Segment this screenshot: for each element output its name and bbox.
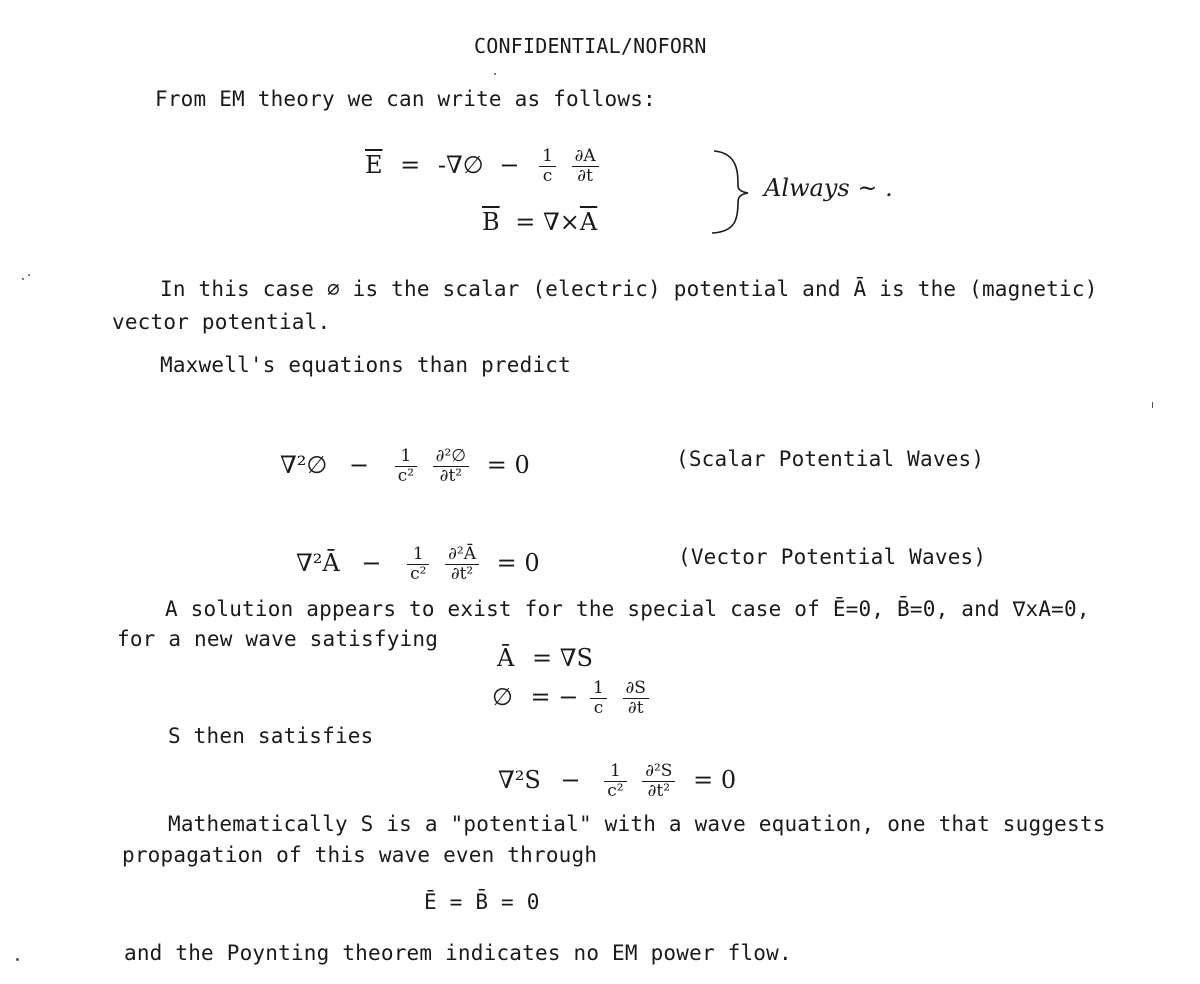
eq-a-rhs: = ∇S — [531, 644, 593, 672]
eq-phi-frac-num: 1 — [590, 680, 607, 699]
eq1-lhs: $\overline{E}$ — [365, 151, 383, 179]
classification-header: CONFIDENTIAL/NOFORN — [474, 34, 707, 58]
eq-phi-rhs: = − — [530, 683, 579, 711]
eq-s-deriv-num: ∂²S — [642, 763, 675, 782]
eq-phi-deriv-den: ∂t — [627, 698, 644, 718]
eq1-deriv-den: ∂t — [577, 166, 593, 186]
eq-s-frac-den: c² — [607, 781, 624, 801]
eq1-derivative — [572, 148, 599, 185]
equation-e-equals-b-zero: Ē = B̄ = 0 — [424, 890, 540, 914]
wave1-frac-num: 1 — [395, 448, 417, 467]
wave1-deriv-num: ∂²∅ — [433, 448, 469, 467]
equation-vector-wave — [296, 546, 540, 583]
wave1-fraction — [395, 448, 417, 485]
eq1-frac-num: 1 — [539, 148, 556, 167]
wave2-lhs: ∇²Ā — [296, 549, 340, 577]
equation-b-field — [482, 208, 597, 236]
wave2-deriv-num: ∂²Ā — [445, 546, 479, 565]
wave1-deriv-den: ∂t² — [439, 466, 463, 486]
scan-speck — [1152, 402, 1153, 408]
eq-a-lhs: Ā — [497, 644, 515, 672]
eq1-frac-den: c — [542, 166, 553, 186]
equation-s-wave — [498, 763, 736, 800]
curly-brace-icon — [708, 148, 758, 236]
wave1-frac-den: c² — [397, 466, 415, 486]
intro-text: From EM theory we can write as follows: — [155, 87, 656, 111]
paragraph-4: S then satisfies — [168, 724, 374, 748]
eq-s-minus: − — [560, 766, 581, 794]
scan-speck — [22, 278, 24, 280]
eq1-fraction — [539, 148, 556, 185]
equation-a-grad-s — [497, 644, 593, 672]
equation-phi — [492, 680, 653, 717]
equation-scalar-wave — [280, 448, 530, 485]
paragraph-5-line-1: Mathematically S is a "potential" with a wave equation, one that suggests — [168, 812, 1106, 836]
eq1-equals: = — [400, 151, 421, 179]
paragraph-1-line-1: In this case ∅ is the scalar (electric) potential and Ā is the (magnetic) — [160, 277, 1098, 301]
paragraph-3-line-2: for a new wave satisfying — [117, 627, 439, 651]
eq-s-deriv-den: ∂t² — [647, 781, 671, 801]
scan-speck — [494, 73, 496, 75]
eq1-deriv-num: ∂A — [572, 148, 599, 167]
scan-speck — [28, 274, 30, 276]
vector-wave-label: (Vector Potential Waves) — [678, 545, 987, 569]
eq2-lhs: $\overline{B}$ — [482, 208, 500, 236]
scan-speck — [16, 958, 19, 961]
eq-s-lhs: ∇²S — [498, 766, 541, 794]
wave2-derivative — [445, 546, 479, 583]
scalar-wave-label: (Scalar Potential Waves) — [676, 447, 985, 471]
handwritten-annotation: Always ~ . — [764, 174, 893, 202]
eq1-term1: -∇∅ — [437, 151, 484, 179]
wave2-rhs: = 0 — [496, 549, 540, 577]
wave1-rhs: = 0 — [486, 451, 530, 479]
eq-phi-deriv-num: ∂S — [623, 680, 649, 699]
eq-s-derivative — [642, 763, 675, 800]
eq-phi-derivative — [623, 680, 649, 717]
eq2-rhs: = ∇× — [515, 208, 580, 236]
eq2-vector: $\overline{A}$ — [579, 208, 598, 236]
wave2-deriv-den: ∂t² — [450, 564, 474, 584]
eq-s-fraction — [604, 763, 626, 800]
wave1-derivative — [433, 448, 469, 485]
eq-phi-frac-den: c — [593, 698, 604, 718]
equation-e-field — [365, 148, 603, 185]
eq1-minus: − — [499, 151, 520, 179]
eq-s-frac-num: 1 — [604, 763, 626, 782]
paragraph-6: and the Poynting theorem indicates no EM power flow. — [124, 941, 792, 965]
wave2-frac-num: 1 — [407, 546, 429, 565]
paragraph-1-line-2: vector potential. — [112, 310, 331, 334]
wave1-minus: − — [348, 451, 370, 479]
eq-s-rhs: = 0 — [693, 766, 737, 794]
paragraph-2: Maxwell's equations than predict — [160, 353, 571, 377]
paragraph-5-line-2: propagation of this wave even through — [122, 843, 598, 867]
wave2-minus: − — [361, 549, 382, 577]
wave2-fraction — [407, 546, 429, 583]
wave1-lhs: ∇²∅ — [280, 451, 328, 479]
eq-phi-fraction — [590, 680, 607, 717]
paragraph-3-line-1: A solution appears to exist for the special case of Ē=0, B̄=0, and ∇xA=0, — [165, 597, 1090, 621]
eq-phi-lhs: ∅ — [492, 683, 513, 711]
wave2-frac-den: c² — [410, 564, 427, 584]
